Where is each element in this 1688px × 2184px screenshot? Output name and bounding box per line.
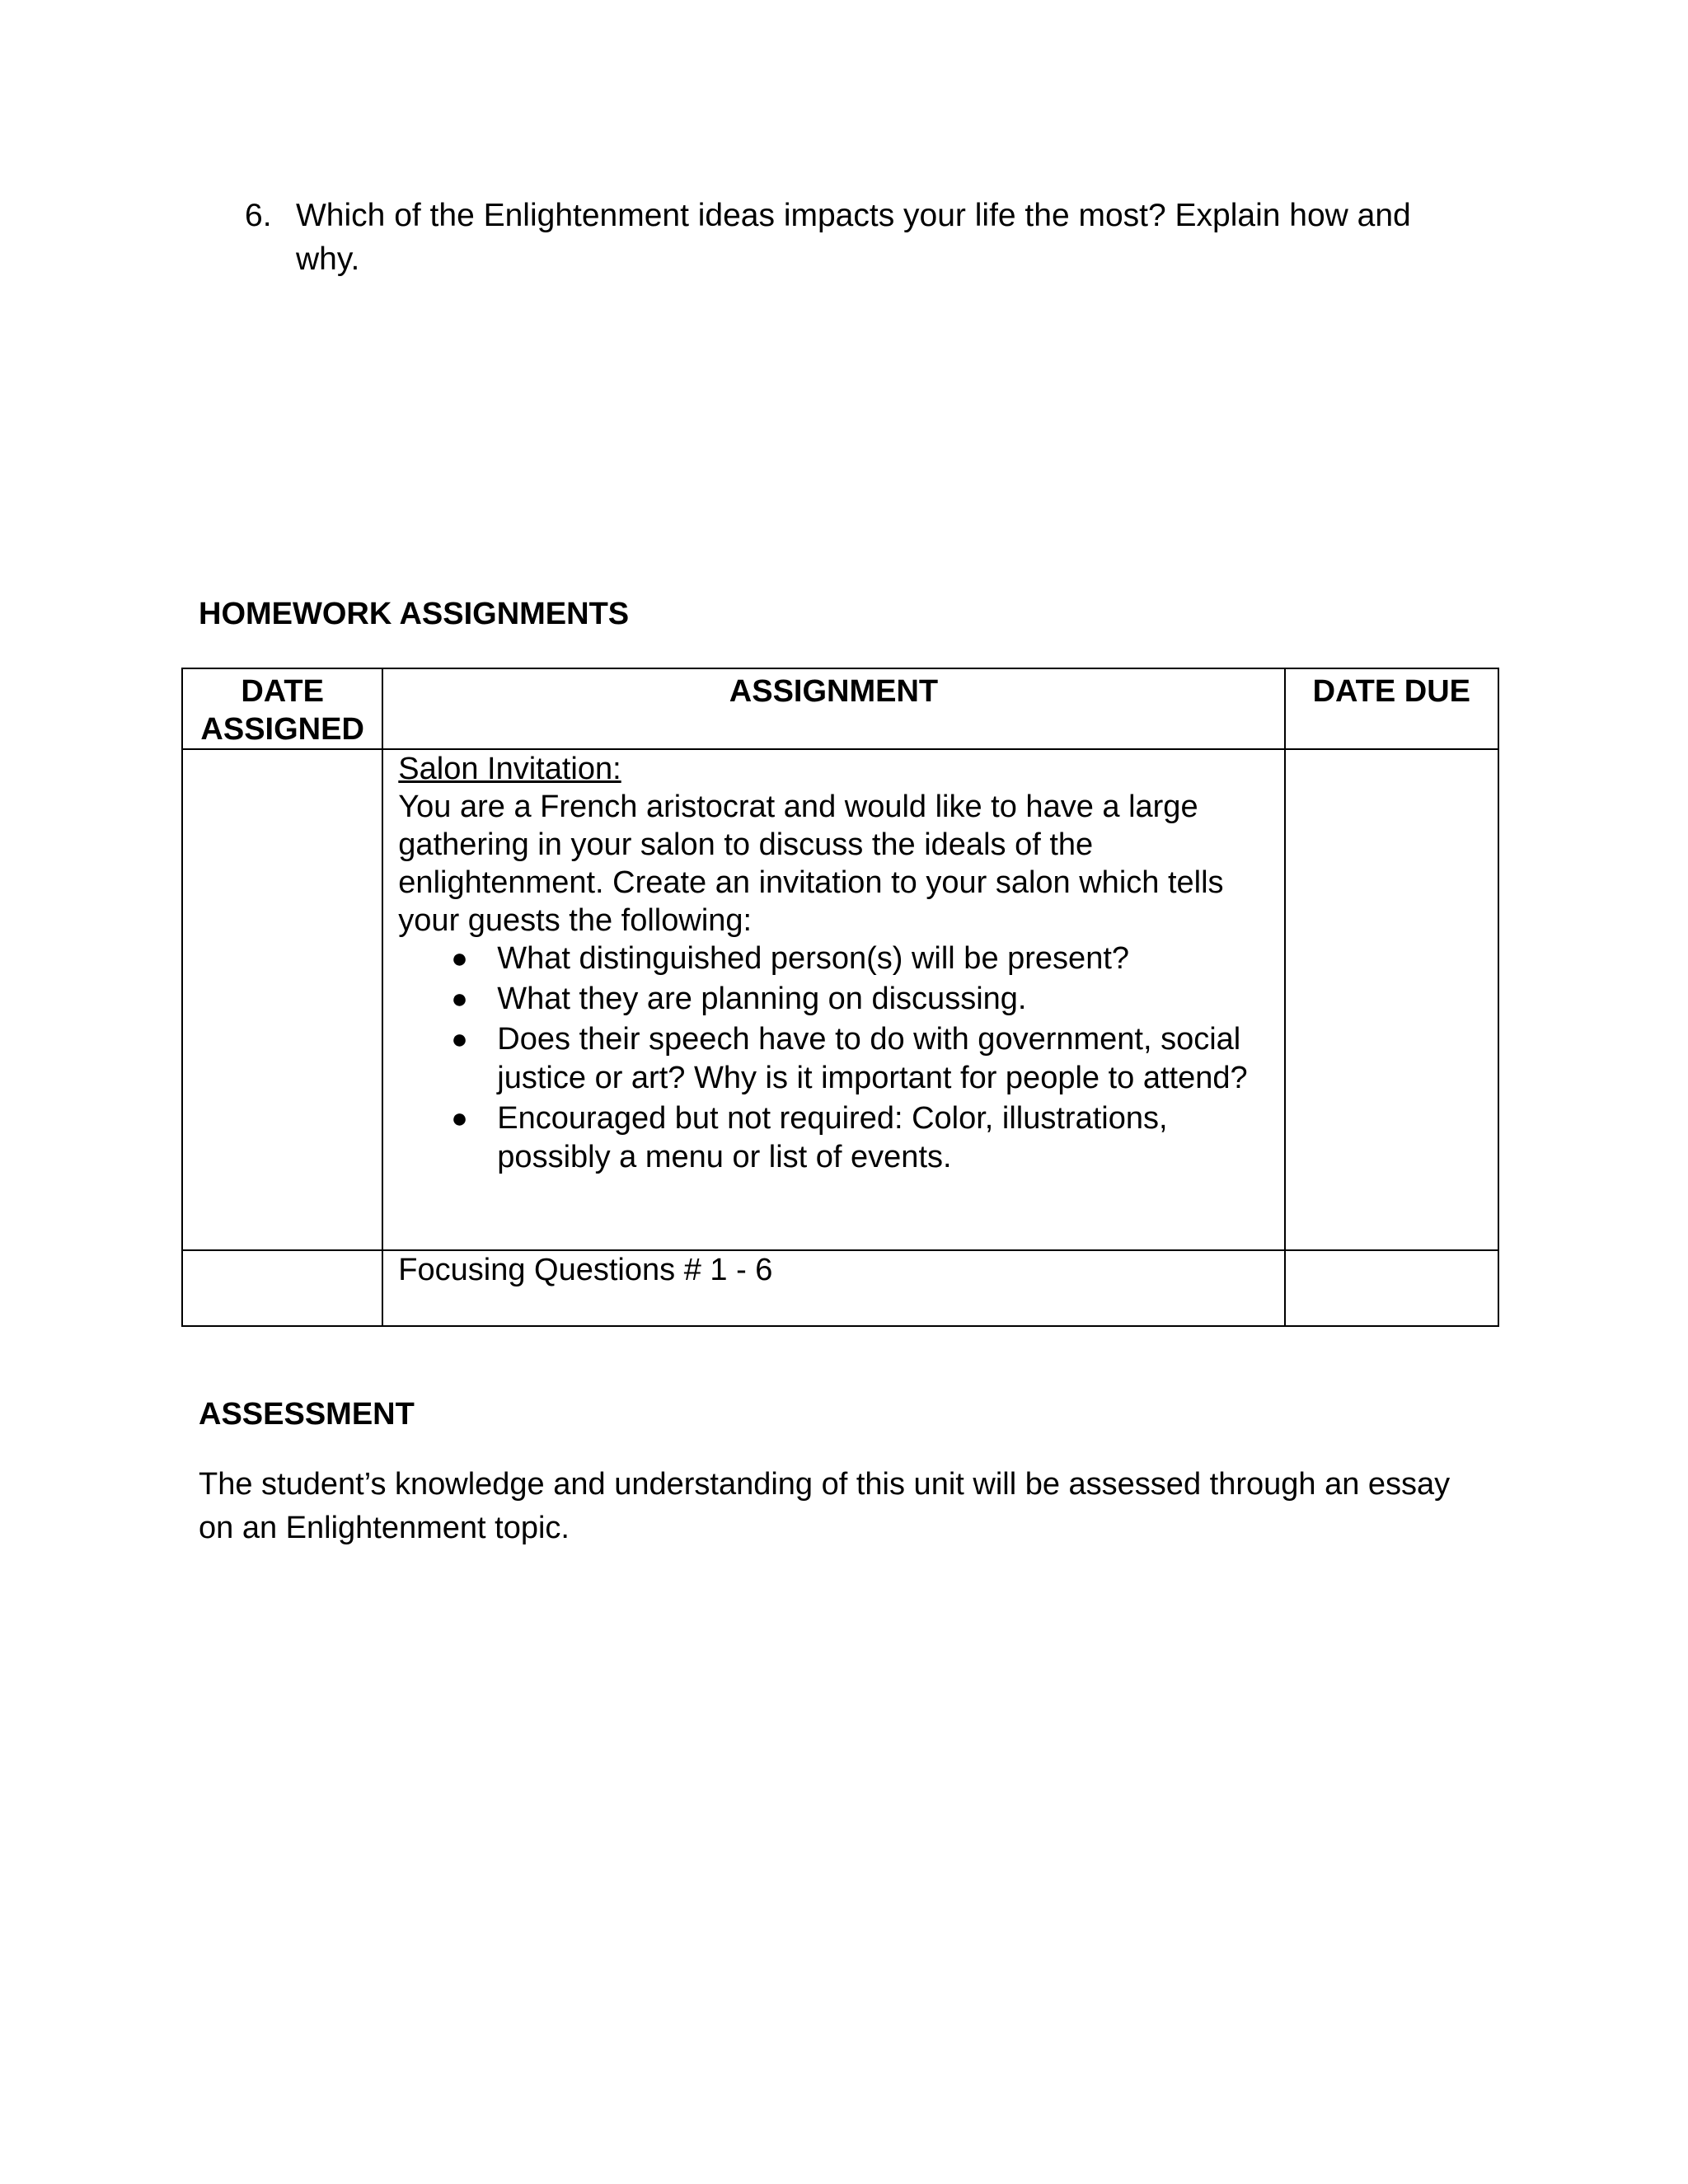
bullet-icon: ● [451, 983, 468, 1015]
table-header-row [182, 668, 1498, 749]
assessment-heading: ASSESSMENT [199, 1397, 415, 1432]
homework-table [181, 668, 1499, 1327]
assignment-cell: Focusing Questions # 1 - 6 [382, 1250, 1284, 1326]
column-header-date-assigned: DATE ASSIGNED [182, 668, 382, 749]
homework-heading: HOMEWORK ASSIGNMENTS [199, 597, 630, 631]
date-assigned-cell [182, 749, 382, 1250]
list-item-text: Encouraged but not required: Color, illustrations, possibly a menu or list of events. [497, 1101, 1168, 1174]
list-item-text: What distinguished person(s) will be present? [497, 941, 1130, 976]
assignment-description: You are a French aristocrat and would like to have a large gathering in your salon to discuss the ideals of the enlightenment. Create an invitation to your salon which tells your guests the following: [398, 790, 1224, 938]
assignment-cell [382, 749, 1284, 1250]
bullet-icon: ● [451, 943, 468, 974]
list-item [451, 1099, 1268, 1177]
assignment-title: Salon Invitation: [398, 752, 621, 786]
date-due-cell [1285, 749, 1498, 1250]
assessment-text: The student’s knowledge and understanding of this unit will be assessed through an essay on an Enlightenment topic. [199, 1467, 1451, 1545]
question-text: Which of the Enlightenment ideas impacts your life the most? Explain how and why. [296, 198, 1411, 277]
list-item-text: Does their speech have to do with government, social justice or art? Why is it important for people to attend? [497, 1022, 1248, 1095]
date-assigned-cell [182, 1250, 382, 1326]
question-number: 6. [245, 198, 272, 233]
table-row [182, 1250, 1498, 1326]
bullet-icon: ● [451, 1103, 468, 1134]
column-header-assignment: ASSIGNMENT [382, 668, 1284, 749]
list-item-text: What they are planning on discussing. [497, 982, 1027, 1016]
date-due-cell [1285, 1250, 1498, 1326]
bullet-icon: ● [451, 1024, 468, 1055]
column-header-date-due: DATE DUE [1285, 668, 1498, 749]
list-item [451, 980, 1268, 1019]
question-6 [245, 194, 1481, 281]
assignment-bullet-list [398, 940, 1268, 1177]
table-row [182, 749, 1498, 1250]
list-item [451, 940, 1268, 978]
list-item [451, 1020, 1268, 1098]
